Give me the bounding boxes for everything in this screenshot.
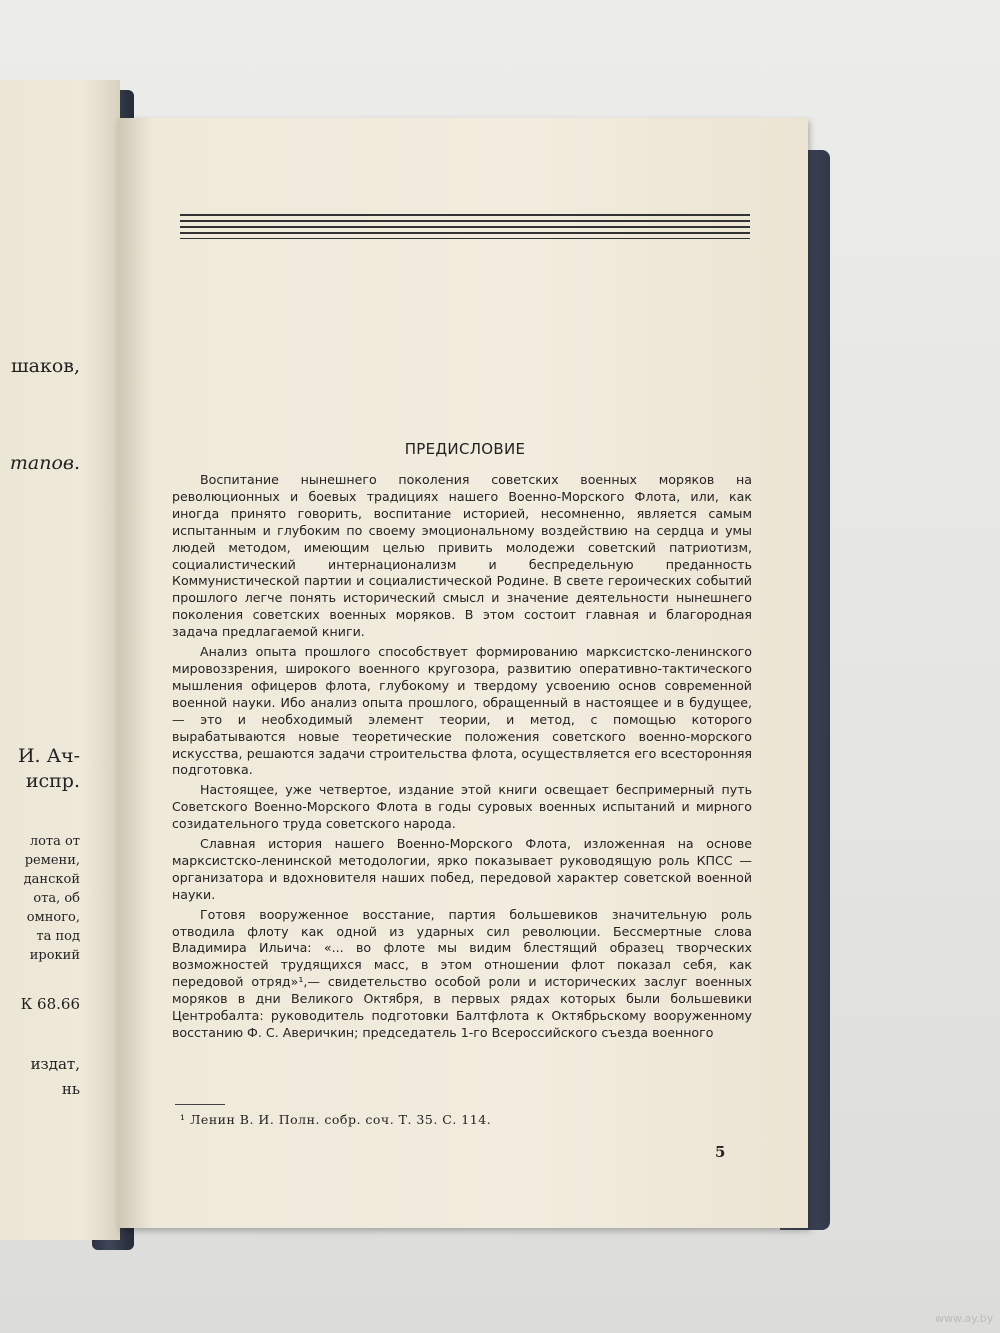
left-small-line: данской: [23, 872, 80, 887]
page-number: 5: [715, 1143, 726, 1161]
paragraph: Славная история нашего Военно-Морского Флота, изложенная на основе марксистско-ленинской методологии, ярко показывает руководящую роль КПСС — организатора и вдохновителя наших побед, передовой характер советской военной науки.: [172, 836, 752, 902]
left-small-line: ремени,: [24, 853, 80, 868]
left-small-line: ота, об: [33, 891, 80, 906]
header-rule: [180, 232, 750, 234]
paragraph: Воспитание нынешнего поколения советских военных моряков на революционных и боевых традициях нашего Военно-Морского Флота, или, как иногда принято говорить, воспитание историей, несомненно, является самым испытанным и глубоким по своему эмоциональному воздействию на сердца и умы людей методом, имеющим целью привить молодежи советский патриотизм, социалистический интернационализм и беспредельную преданность Коммунистической партии и социалистической Родине. В свете героических событий прошлого легче понять исторический смысл и значение деятельности нынешнего поколения советских военных моряков. В этом состоит главная и благородная задача предлагаемой книги.: [172, 472, 752, 640]
body-text: [172, 472, 752, 1045]
left-small-line: лота от: [29, 834, 80, 849]
paragraph: Готовя вооруженное восстание, партия большевиков значительную роль отводила флоту как одной из ударных сил революции. Бессмертные слова Владимира Ильича: «... во флоте мы видим блестящий образец творческих возможностей трудящихся масс, в этом отношении флот показал себя, как передовой отряд»¹,— свидетельство особой роли и исторических заслуг военных моряков в дни Великого Октября, в первых рядах которых были большевики Центробалта: руководитель подготовки Балтфлота к Октябрьскому вооруженному восстанию Ф. С. Аверичкин; председатель 1-го Всероссийского съезда военного: [172, 906, 752, 1040]
header-rule: [180, 220, 750, 222]
page-heading: ПРЕДИСЛОВИЕ: [404, 440, 526, 458]
left-fragment-4: испр.: [25, 770, 80, 792]
header-rule: [180, 238, 750, 239]
footnote: ¹ Ленин В. И. Полн. собр. соч. Т. 35. С. 114.: [180, 1112, 492, 1127]
left-fragment-2: тапов.: [9, 452, 80, 474]
header-rule: [180, 214, 750, 216]
left-small-line: ирокий: [29, 948, 80, 963]
left-code: К 68.66: [20, 995, 80, 1013]
left-page: [0, 80, 120, 1240]
left-fragment-1: шаков,: [10, 355, 80, 377]
paragraph: Анализ опыта прошлого способствует формированию марксистско-ленинского мировоззрения, широкого военного кругозора, развитию оперативно-тактического мышления офицеров флота, глубокому и твердому усвоению основ современной военной науки. Ибо анализ опыта прошлого, обращенный в настоящее и в будущее,— это и необходимый элемент теории, и метод, с помощью которого вырабатываются новые теоретические положения советского военно-морского искусства, решаются задачи строительства флота, осуществляется его всесторонняя подготовка.: [172, 644, 752, 778]
watermark: www.ay.by: [935, 1312, 994, 1325]
left-small-line: омного,: [26, 910, 80, 925]
paragraph: Настоящее, уже четвертое, издание этой книги освещает беспримерный путь Советского Военно-Морского Флота в годы суровых военных испытаний и мирного созидательного труда советского народа.: [172, 782, 752, 832]
header-rule: [180, 226, 750, 228]
footnote-separator: [175, 1104, 225, 1105]
left-fragment-3: И. Ач-: [17, 745, 80, 767]
left-tail: издат,: [30, 1055, 80, 1073]
left-small-line: та под: [36, 929, 80, 944]
left-tail: нь: [61, 1080, 80, 1098]
